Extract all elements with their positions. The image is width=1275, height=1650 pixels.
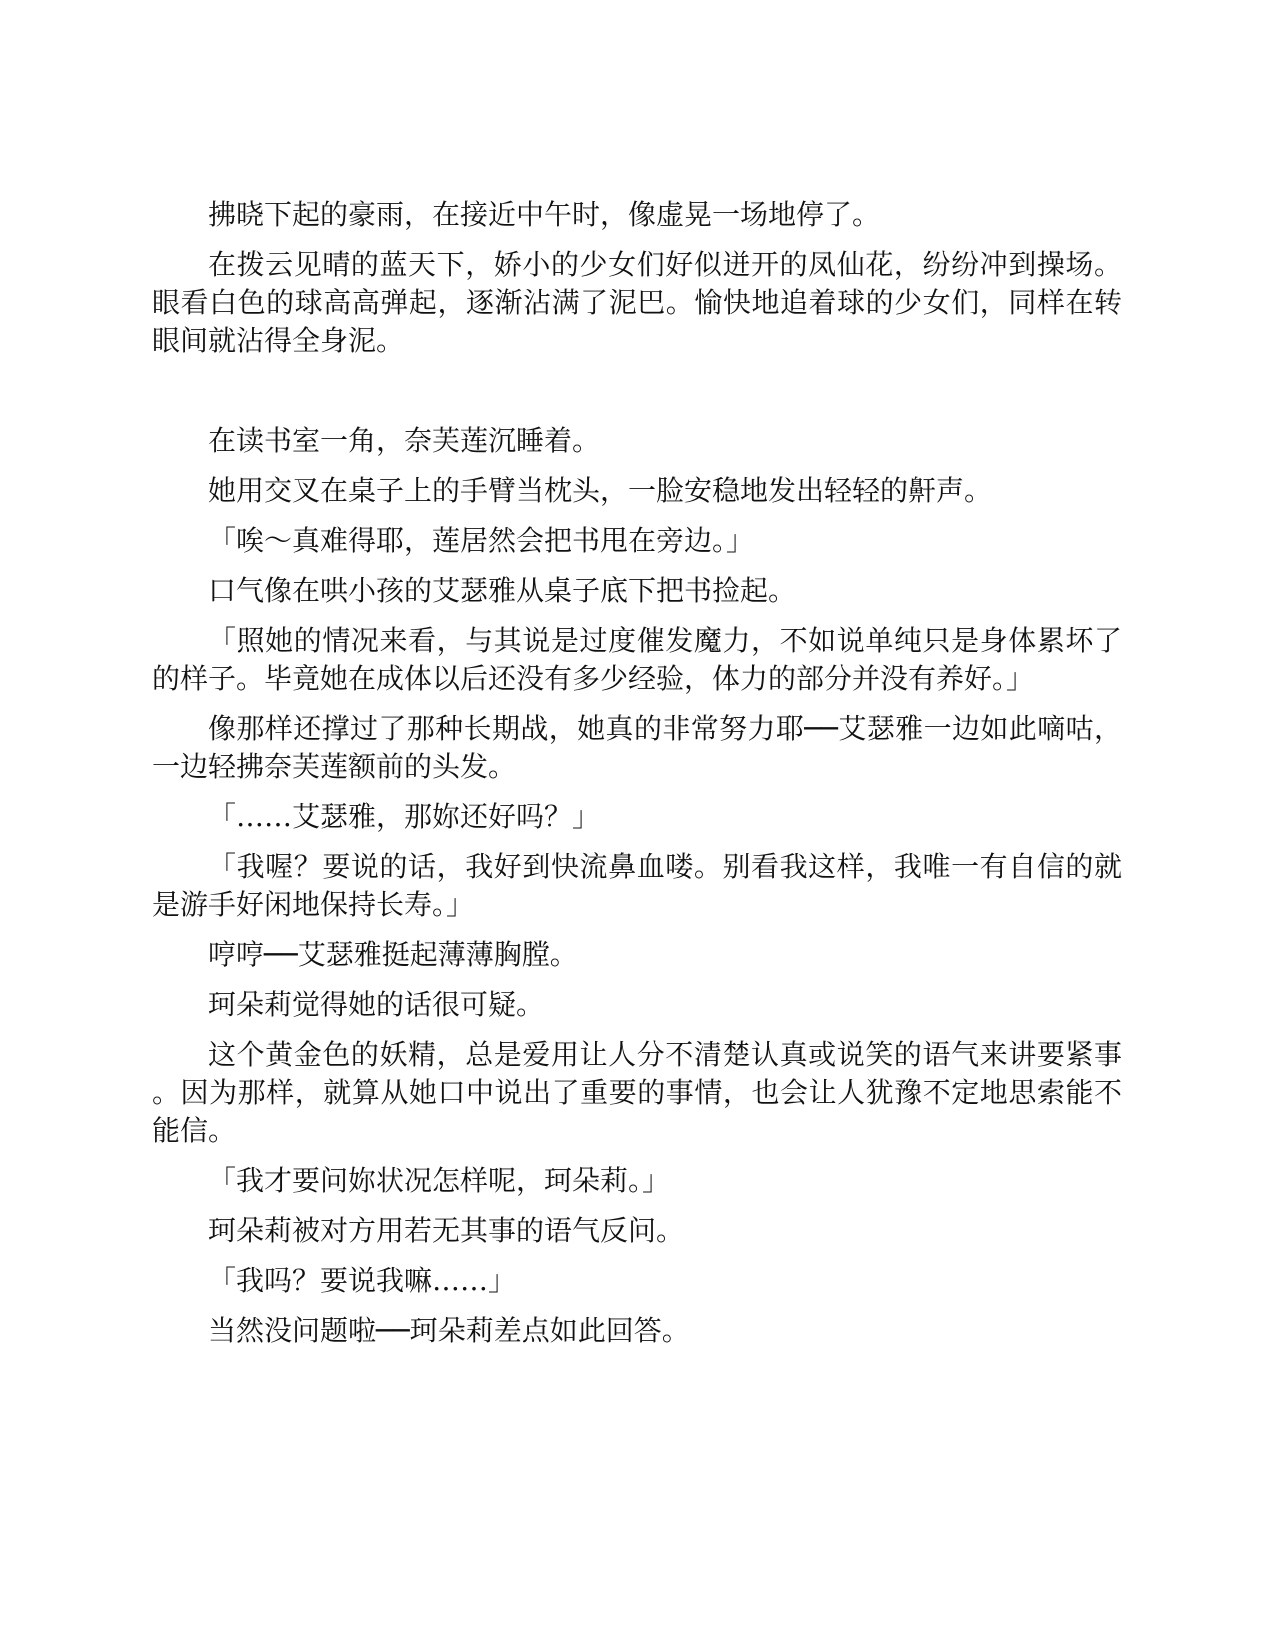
paragraph: 在拨云见晴的蓝天下，娇小的少女们好似迸开的凤仙花，纷纷冲到操场。眼看白色的球高高弹起，逐渐沾满了泥巴。愉快地追着球的少女们，同样在转眼间就沾得全身泥。 xyxy=(152,248,1122,357)
paragraph: 像那样还撑过了那种长期战，她真的非常努力耶──艾瑟雅一边如此嘀咕，一边轻拂奈芙莲额前的头发。 xyxy=(152,712,1122,783)
paragraph: 「……艾瑟雅，那妳还好吗？」 xyxy=(208,800,601,833)
scene-break xyxy=(152,372,1122,410)
paragraph: 珂朵莉被对方用若无其事的语气反问。 xyxy=(208,1214,685,1247)
paragraph: 在读书室一角，奈芙莲沉睡着。 xyxy=(208,424,601,457)
paragraph: 「我喔？要说的话，我好到快流鼻血喽。别看我这样，我唯一有自信的就是游手好闲地保持长寿。」 xyxy=(152,850,1122,921)
paragraph: 珂朵莉觉得她的话很可疑。 xyxy=(208,988,545,1021)
paragraph: 她用交叉在桌子上的手臂当枕头，一脸安稳地发出轻轻的鼾声。 xyxy=(208,474,993,507)
paragraph: 「照她的情况来看，与其说是过度催发魔力，不如说单纯只是身体累坏了的样子。毕竟她在成体以后还没有多少经验，体力的部分并没有养好。」 xyxy=(152,624,1122,695)
paragraph: 拂晓下起的豪雨，在接近中午时，像虚晃一场地停了。 xyxy=(208,198,881,231)
paragraph: 口气像在哄小孩的艾瑟雅从桌子底下把书捡起。 xyxy=(208,574,797,607)
document-page xyxy=(152,196,1122,1362)
paragraph: 「我吗？要说我嘛……」 xyxy=(208,1264,517,1297)
paragraph: 「唉～真难得耶，莲居然会把书甩在旁边。」 xyxy=(208,524,755,557)
paragraph: 「我才要问妳状况怎样呢，珂朵莉。」 xyxy=(208,1164,671,1197)
paragraph: 这个黄金色的妖精，总是爱用让人分不清楚认真或说笑的语气来讲要紧事。因为那样，就算从她口中说出了重要的事情，也会让人犹豫不定地思索能不能信。 xyxy=(152,1038,1122,1147)
paragraph: 当然没问题啦──珂朵莉差点如此回答。 xyxy=(208,1314,690,1347)
paragraph: 哼哼──艾瑟雅挺起薄薄胸膛。 xyxy=(208,938,578,971)
